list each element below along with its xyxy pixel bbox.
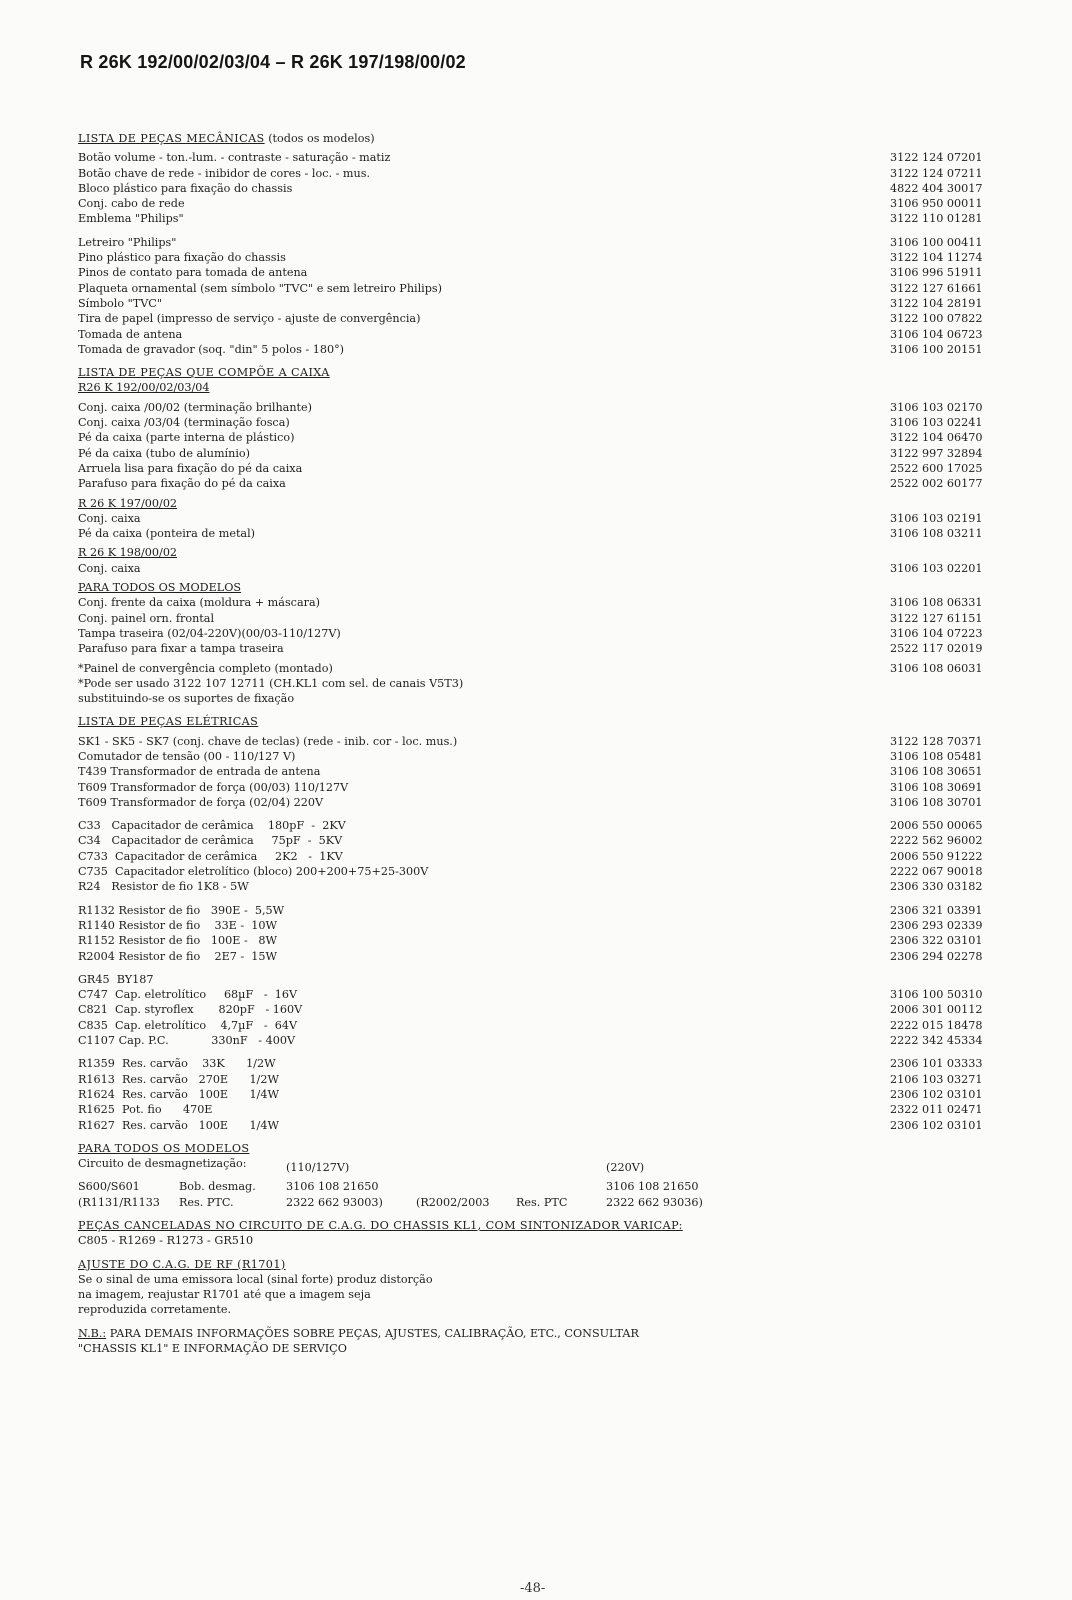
degauss-desc: Res. PTC.: [179, 1195, 234, 1209]
part-description: Conj. caixa /00/02 (terminação brilhante): [78, 400, 313, 414]
part-description: Letreiro "Philips": [78, 235, 177, 249]
degauss-heading: PARA TODOS OS MODELOS: [78, 1141, 250, 1155]
part-row: [78, 833, 998, 848]
nb-line-2: "CHASSIS KL1" E INFORMAÇÃO DE SERVIÇO: [78, 1342, 347, 1356]
mech-heading: LISTA DE PEÇAS MECÂNICAS: [78, 132, 265, 145]
part-row: [78, 196, 998, 211]
degauss-ref-220: (R2002/2003: [416, 1195, 490, 1209]
part-row: [78, 400, 998, 415]
degauss-label-row: [78, 1156, 998, 1175]
part-description: Bloco plástico para fixação do chassis: [78, 181, 293, 195]
mech-list-2: [78, 235, 998, 357]
part-row: [78, 1102, 998, 1117]
part-row: [78, 265, 998, 280]
part-row: [78, 250, 998, 265]
part-row: [78, 327, 998, 342]
part-row: [78, 461, 998, 476]
part-description: T609 Transformador de força (02/04) 220V: [78, 795, 324, 809]
degauss-code-220: 2322 662 93036): [606, 1195, 703, 1209]
part-row: [78, 150, 998, 165]
part-code: 2306 101 03333: [890, 1057, 983, 1071]
mech-heading-line: [78, 131, 998, 146]
part-description: Pé da caixa (tubo de alumínio): [78, 446, 251, 460]
part-code: 3122 124 07211: [890, 166, 983, 180]
part-row: [78, 676, 998, 691]
part-description: T609 Transformador de força (00/03) 110/127V: [78, 780, 349, 794]
adjust-line-1: Se o sinal de uma emissora local (sinal forte) produz distorção: [78, 1272, 433, 1286]
part-code: 3106 103 02191: [890, 511, 983, 525]
elec-list-2: [78, 818, 998, 894]
part-code: 3106 103 02241: [890, 416, 983, 430]
part-code: [890, 676, 998, 691]
part-code: 3106 103 02170: [890, 400, 983, 414]
part-code: 2306 294 02278: [890, 949, 983, 963]
part-row: [78, 166, 998, 181]
part-code: 2522 600 17025: [890, 461, 983, 475]
part-description: R1625 Pot. fio 470E: [78, 1103, 213, 1117]
part-description: Pino plástico para fixação do chassis: [78, 251, 286, 265]
part-description: C1107 Cap. P.C. 330nF - 400V: [78, 1034, 296, 1048]
part-code: 3106 100 50310: [890, 988, 983, 1002]
part-row: [78, 611, 998, 626]
part-description: Pinos de contato para tomada de antena: [78, 266, 308, 280]
part-row: [78, 795, 998, 810]
part-code: 2106 103 03271: [890, 1072, 983, 1086]
part-description: Conj. caixa: [78, 511, 141, 525]
part-row: [78, 1056, 998, 1071]
part-description: Pé da caixa (ponteira de metal): [78, 527, 256, 541]
part-row: [78, 1072, 998, 1087]
elec-list-5: [78, 1056, 998, 1132]
part-row: [78, 949, 998, 964]
part-code: 3122 104 11274: [890, 251, 983, 265]
part-row: [78, 864, 998, 879]
part-description: C733 Capacitador de cerâmica 2K2 - 1KV: [78, 849, 343, 863]
part-code: [890, 972, 998, 987]
part-code: 3122 997 32894: [890, 446, 983, 460]
elec-list-3: [78, 903, 998, 964]
part-code: 3106 100 00411: [890, 235, 983, 249]
part-code: 2306 330 03182: [890, 880, 983, 894]
part-description: R1624 Res. carvão 100E 1/4W: [78, 1087, 279, 1101]
degauss-ref-220: [416, 1179, 516, 1194]
part-row: [78, 446, 998, 461]
caixa-notes: [78, 661, 998, 707]
part-row: [78, 476, 998, 491]
part-row: [78, 281, 998, 296]
part-description: Emblema "Philips": [78, 212, 184, 226]
mech-list-1: [78, 150, 998, 226]
degauss-ref: (R1131/R1133: [78, 1195, 160, 1209]
part-description: R2004 Resistor de fio 2E7 - 15W: [78, 949, 278, 963]
part-description: Tomada de gravador (soq. "din" 5 polos - 180°): [78, 342, 345, 356]
nb-label: N.B.:: [78, 1326, 107, 1340]
part-row: [78, 734, 998, 749]
part-code: 2322 011 02471: [890, 1103, 983, 1117]
part-row: [78, 511, 998, 526]
part-code: 3106 108 30691: [890, 780, 983, 794]
part-description: R1132 Resistor de fio 390E - 5,5W: [78, 903, 285, 917]
degauss-row-2: [78, 1195, 998, 1210]
part-description: *Pode ser usado 3122 107 12711 (CH.KL1 com sel. de canais V5T3): [78, 676, 464, 690]
caixa-list-1: [78, 400, 998, 492]
part-description: Conj. painel orn. frontal: [78, 611, 215, 625]
part-row: [78, 1033, 998, 1048]
part-row: [78, 987, 998, 1002]
part-row: [78, 780, 998, 795]
part-row: [78, 641, 998, 656]
part-description: Botão chave de rede - inibidor de cores - loc. - mus.: [78, 166, 371, 180]
part-row: [78, 661, 998, 676]
part-code: 2306 102 03101: [890, 1118, 983, 1132]
part-description: Símbolo "TVC": [78, 296, 163, 310]
degauss-desc-220: [516, 1179, 606, 1194]
part-row: [78, 1018, 998, 1033]
caixa-list-4: [78, 595, 998, 656]
part-description: R1152 Resistor de fio 100E - 8W: [78, 934, 278, 948]
part-row: [78, 415, 998, 430]
part-code: 2006 301 00112: [890, 1003, 983, 1017]
part-row: [78, 1118, 998, 1133]
caixa-model-2: R 26 K 197/00/02: [78, 496, 178, 510]
part-description: Conj. cabo de rede: [78, 197, 185, 211]
part-description: Conj. caixa: [78, 561, 141, 575]
part-description: R1627 Res. carvão 100E 1/4W: [78, 1118, 279, 1132]
part-code: 3106 108 06331: [890, 596, 983, 610]
caixa-list-2: [78, 511, 998, 542]
part-row: [78, 749, 998, 764]
degauss-desc-220: Res. PTC: [516, 1195, 568, 1209]
elec-heading: LISTA DE PEÇAS ELÉTRICAS: [78, 715, 259, 729]
parts-list-document: [78, 131, 998, 1356]
part-description: Tomada de antena: [78, 327, 183, 341]
part-row: [78, 691, 998, 706]
part-row: [78, 430, 998, 445]
part-code: 3106 100 20151: [890, 342, 983, 356]
caixa-list-3: [78, 561, 998, 576]
part-row: [78, 181, 998, 196]
degauss-code-220: 3106 108 21650: [606, 1180, 699, 1194]
part-row: [78, 903, 998, 918]
part-row: [78, 595, 998, 610]
part-row: [78, 849, 998, 864]
nb-text: PARA DEMAIS INFORMAÇÕES SOBRE PEÇAS, AJUSTES, CALIBRAÇÃO, ETC., CONSULTAR: [106, 1326, 639, 1340]
part-description: Comutador de tensão (00 - 110/127 V): [78, 749, 296, 763]
part-description: Tira de papel (impresso de serviço - ajuste de convergência): [78, 312, 421, 326]
part-description: Arruela lisa para fixação do pé da caixa: [78, 461, 303, 475]
part-code: 3106 104 06723: [890, 327, 983, 341]
canceled-items: C805 - R1269 - R1273 - GR510: [78, 1234, 254, 1248]
part-description: C34 Capacitador de cerâmica 75pF - 5KV: [78, 834, 343, 848]
part-description: GR45 BY187: [78, 972, 154, 986]
caixa-heading: LISTA DE PEÇAS QUE COMPÕE A CAIXA: [78, 366, 330, 380]
part-code: 2222 342 45334: [890, 1034, 983, 1048]
part-code: 3122 124 07201: [890, 151, 983, 165]
caixa-model-1: R26 K 192/00/02/03/04: [78, 381, 210, 395]
part-row: [78, 918, 998, 933]
part-row: [78, 235, 998, 250]
part-code: 2306 293 02339: [890, 918, 983, 932]
part-description: Parafuso para fixar a tampa traseira: [78, 642, 284, 656]
part-code: 3106 104 07223: [890, 626, 983, 640]
part-code: 3106 108 30701: [890, 795, 983, 809]
part-description: R24 Resistor de fio 1K8 - 5W: [78, 880, 249, 894]
degauss-label: Circuito de desmagnetização:: [78, 1157, 247, 1171]
part-row: [78, 972, 998, 987]
degauss-desc: Bob. desmag.: [179, 1180, 256, 1194]
part-description: *Painel de convergência completo (montado): [78, 661, 333, 675]
caixa-model-3: R 26 K 198/00/02: [78, 546, 178, 560]
part-description: SK1 - SK5 - SK7 (conj. chave de teclas) (rede - inib. cor - loc. mus.): [78, 734, 458, 748]
part-code: 2222 067 90018: [890, 865, 983, 879]
part-description: Botão volume - ton.-lum. - contraste - saturação - matiz: [78, 151, 391, 165]
degauss-code-110: 2322 662 93003): [286, 1195, 383, 1209]
part-description: R1140 Resistor de fio 33E - 10W: [78, 918, 278, 932]
part-description: Conj. frente da caixa (moldura + máscara): [78, 596, 321, 610]
part-code: 3122 127 61151: [890, 611, 983, 625]
part-row: [78, 211, 998, 226]
part-row: [78, 626, 998, 641]
nb-line-1: [78, 1326, 998, 1341]
part-code: 2006 550 00065: [890, 819, 983, 833]
part-row: [78, 933, 998, 948]
part-code: 3122 104 28191: [890, 296, 983, 310]
part-code: 2522 117 02019: [890, 642, 983, 656]
degauss-col-220: (220V): [606, 1161, 645, 1175]
part-code: 2306 102 03101: [890, 1087, 983, 1101]
canceled-heading: PEÇAS CANCELADAS NO CIRCUITO DE C.A.G. DO CHASSIS KL1, COM SINTONIZADOR VARICAP:: [78, 1219, 683, 1232]
adjust-heading: AJUSTE DO C.A.G. DE RF (R1701): [78, 1257, 286, 1271]
part-code: 3122 110 01281: [890, 212, 983, 226]
part-row: [78, 561, 998, 576]
part-description: C33 Capacitador de cerâmica 180pF - 2KV: [78, 819, 346, 833]
elec-list-1: [78, 734, 998, 810]
part-row: [78, 342, 998, 357]
part-row: [78, 764, 998, 779]
part-description: C821 Cap. styroflex 820pF - 160V: [78, 1003, 303, 1017]
part-code: 3106 103 02201: [890, 561, 983, 575]
part-description: T439 Transformador de entrada de antena: [78, 765, 321, 779]
part-code: [890, 691, 998, 706]
part-code: 3106 996 51911: [890, 266, 983, 280]
part-code: 2222 015 18478: [890, 1018, 983, 1032]
part-row: [78, 879, 998, 894]
part-code: 3106 108 03211: [890, 527, 983, 541]
part-description: Parafuso para fixação do pé da caixa: [78, 477, 286, 491]
degauss-code-110: 3106 108 21650: [286, 1180, 379, 1194]
part-description: substituindo-se os suportes de fixação: [78, 692, 295, 706]
part-description: C747 Cap. eletrolítico 68µF - 16V: [78, 988, 298, 1002]
part-description: Pé da caixa (parte interna de plástico): [78, 431, 295, 445]
caixa-model-4: PARA TODOS OS MODELOS: [78, 581, 242, 595]
part-row: [78, 311, 998, 326]
page-number: -48-: [520, 1581, 546, 1596]
part-code: 2306 321 03391: [890, 903, 983, 917]
part-description: C735 Capacitador eletrolítico (bloco) 200+200+75+25-300V: [78, 865, 429, 879]
part-code: 2522 002 60177: [890, 477, 983, 491]
part-row: [78, 1087, 998, 1102]
elec-list-4: [78, 972, 998, 1048]
part-description: Plaqueta ornamental (sem símbolo "TVC" e sem letreiro Philips): [78, 281, 443, 295]
part-description: R1359 Res. carvão 33K 1/2W: [78, 1057, 276, 1071]
part-code: 3122 128 70371: [890, 734, 983, 748]
part-code: 3106 950 00011: [890, 197, 983, 211]
mech-heading-note: (todos os modelos): [268, 132, 375, 145]
degauss-ref: S600/S601: [78, 1180, 140, 1194]
part-code: 2306 322 03101: [890, 934, 983, 948]
part-code: 3106 108 05481: [890, 749, 983, 763]
part-row: [78, 526, 998, 541]
part-code: 4822 404 30017: [890, 181, 983, 195]
part-description: R1613 Res. carvão 270E 1/2W: [78, 1072, 279, 1086]
adjust-line-3: reproduzida corretamente.: [78, 1303, 232, 1317]
part-code: 3106 108 06031: [890, 661, 983, 675]
part-code: 3122 127 61661: [890, 281, 983, 295]
part-description: Tampa traseira (02/04-220V)(00/03-110/127V): [78, 626, 341, 640]
part-code: 3122 100 07822: [890, 312, 983, 326]
degauss-col-110: (110/127V): [286, 1161, 350, 1175]
part-row: [78, 296, 998, 311]
part-row: [78, 1002, 998, 1017]
part-code: 2006 550 91222: [890, 849, 983, 863]
adjust-line-2: na imagem, reajustar R1701 até que a imagem seja: [78, 1288, 371, 1302]
part-description: C835 Cap. eletrolítico 4,7µF - 64V: [78, 1018, 298, 1032]
page-title: R 26K 192/00/02/03/04 – R 26K 197/198/00/02: [80, 52, 466, 72]
part-row: [78, 818, 998, 833]
part-description: Conj. caixa /03/04 (terminação fosca): [78, 416, 290, 430]
degauss-row-1: [78, 1179, 998, 1194]
part-code: 2222 562 96002: [890, 834, 983, 848]
part-code: 3106 108 30651: [890, 765, 983, 779]
part-code: 3122 104 06470: [890, 431, 983, 445]
